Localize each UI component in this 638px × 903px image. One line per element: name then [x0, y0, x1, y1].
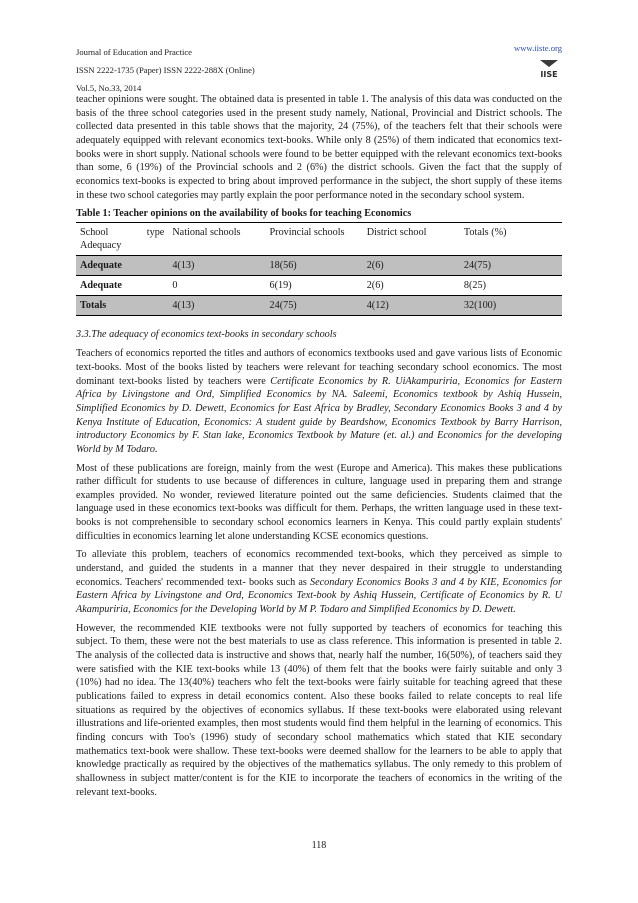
header-provincial: Provincial schools	[266, 223, 363, 256]
paragraph-intro: teacher opinions were sought. The obtained data is presented in table 1. The analysis of this data was conducted on the basis of the three school categories used in the present study namely, National, Provincial and District schools. The collected data presented in this table shows that the majority, 24 (75%), of the teachers felt that their schools were adequately equipped with relevant economics text-books. While only 8 (25%) of them indicated that economics text-books were in short supply. National schools were found to be better equipped with the relevant economics text-books than some, 6 (19%) of the Provincial schools and 2 (6%) the district schools. Given the fact that the supply of economics text-books is expected to bring about improved performance in the subject, the short supply of these items in these two school categories may partly explain the poor performance noted in the secondary school system.	[76, 94, 562, 201]
book-titles-italic: Secondary Economics Books 3 and 4 by KIE, Economics for Eastern Africa by Livingstone and Ord, Economics Text-book by Ashiq Hussein, Certificate of Economics by R. U Akampuriria, Economics for the Developing World by M P. Todaro and Simplified Economics by D. Dewett.	[76, 576, 562, 616]
paragraph-kie-textbooks: However, the recommended KIE textbooks were not fully supported by teachers of economics for teaching this subject. To them, these were not the best materials to use as class reference. This information is presented in table 2. The analysis of the collected data is instructive and shows that, nearly half the number, 16(50%), of teachers said they were satisfied with the KIE text-books while 13 (40%) of them felt that the books were fairly suitable and only 3 (10%) had no idea. The 13(40%) teachers who felt the text-books were fairly suitable for teaching agreed that these publications failed to express in detail economics content. Also these books failed to relate concepts to real life situations as required by the objectives of economics syllabus. If these text-books were elaborated using relevant illustrations and life-oriented examples, then most students would find them helpful in the learning of economics. This finding concurs with Too's (1996) study of secondary school mathematics which stated that KIE secondary mathematics text-book were shallow. These text-books were deemed shallow for the learners to be able to apply that knowledge practically as required by the objectives of the mathematics syllabus. The only remedy to this problem of shallowness in subject matter/content is for the KIE to incorporate the teachers of economics in the writing of the relevant text-books.	[76, 622, 562, 798]
table-cell: 0	[168, 276, 265, 296]
page-header	[76, 43, 562, 93]
paragraph-foreign-publications: Most of these publications are foreign, mainly from the west (Europe and America). This makes these publications rather difficult for students to use because of differences in culture, language used in preparing them and strange examples provided. No wonder, reviewed literature pointed out the same deficiencies. Students claimed that the language used in these economics text-books was difficult for them. Perhaps, the written language used in these text-books is not comprehensible to secondary school economics learners in Kenya. This could partly explain students' difficulties in economics learning let alone understanding KCSE economics questions.	[76, 462, 562, 542]
paragraph-textbooks-listed	[76, 347, 562, 456]
table-cell: 4(13)	[168, 256, 265, 276]
header-district: District school	[363, 223, 460, 256]
teacher-opinions-table	[76, 222, 562, 316]
table-row	[76, 276, 562, 296]
table-cell: Adequate	[76, 256, 168, 276]
journal-name: Journal of Education and Practice	[76, 47, 192, 57]
table-cell: 32(100)	[460, 296, 562, 316]
svg-text:IISE: IISE	[540, 70, 558, 79]
table-cell: 6(19)	[266, 276, 363, 296]
issn-line: ISSN 2222-1735 (Paper) ISSN 2222-288X (Online)	[76, 65, 255, 75]
table-row	[76, 256, 562, 276]
page-body	[76, 93, 562, 804]
table-cell: 24(75)	[460, 256, 562, 276]
header-adequacy-label: Adequacy	[80, 240, 122, 252]
header-national: National schools	[168, 223, 265, 256]
paragraph-recommended-books	[76, 548, 562, 616]
header-school-type-adequacy	[76, 223, 168, 256]
header-totals: Totals (%)	[460, 223, 562, 256]
table-cell: 24(75)	[266, 296, 363, 316]
table-cell: Adequate	[76, 276, 168, 296]
table-cell: Totals	[76, 296, 168, 316]
book-titles-italic: Certificate Economics by R. UiAkampuriria, Economics for Eastern Africa by Livingstone and Ord, Simplified Economics by NA. Saleemi, Economics textbook by Ashiq Hussein, Simplified Economics by D. Dewett, Economics for East Africa by Bradley, Secondary Economics Books 3 and 4 by Kenya Institute of Education, Economics: A student guide by Beardshow, Economics Textbook by Barry Harrison, introductory Economics by F. Stan lake, Economics Textbook by Mature (et. al.) and Economics for the developing World by M Todaro.	[76, 375, 562, 455]
section-heading: 3.3.The adequacy of economics text-books in secondary schools	[76, 329, 337, 341]
table-cell: 2(6)	[363, 256, 460, 276]
volume-line: Vol.5, No.33, 2014	[76, 83, 142, 93]
table-caption: Table 1: Teacher opinions on the availability of books for teaching Economics	[76, 208, 412, 220]
table-cell: 4(13)	[168, 296, 265, 316]
paragraph-text: Teachers of economics reported the titles and authors of economics textbooks used and gave various lists of Economic text-books. Most of the books listed by teachers were relevant for teaching secondary school economics. The most dominant text-books listed by teachers were	[76, 348, 562, 387]
table-cell: 18(56)	[266, 256, 363, 276]
paragraph-text: To alleviate this problem, teachers of economics recommended text-books, which they perceived as simple to understand, and guided the students in a manner that they never despaired in their struggle to understanding economics. Teachers' recommended text- books such as	[76, 549, 562, 588]
table-cell: 8(25)	[460, 276, 562, 296]
table-header-row	[76, 223, 562, 256]
table-row	[76, 296, 562, 316]
journal-url-link[interactable]: www.iiste.org	[514, 43, 562, 53]
table-cell: 2(6)	[363, 276, 460, 296]
header-school-label: School	[80, 227, 109, 239]
table-cell: 4(12)	[363, 296, 460, 316]
header-type-label: type	[146, 227, 165, 239]
iiste-logo-icon	[538, 58, 560, 80]
page-number: 118	[311, 840, 327, 851]
